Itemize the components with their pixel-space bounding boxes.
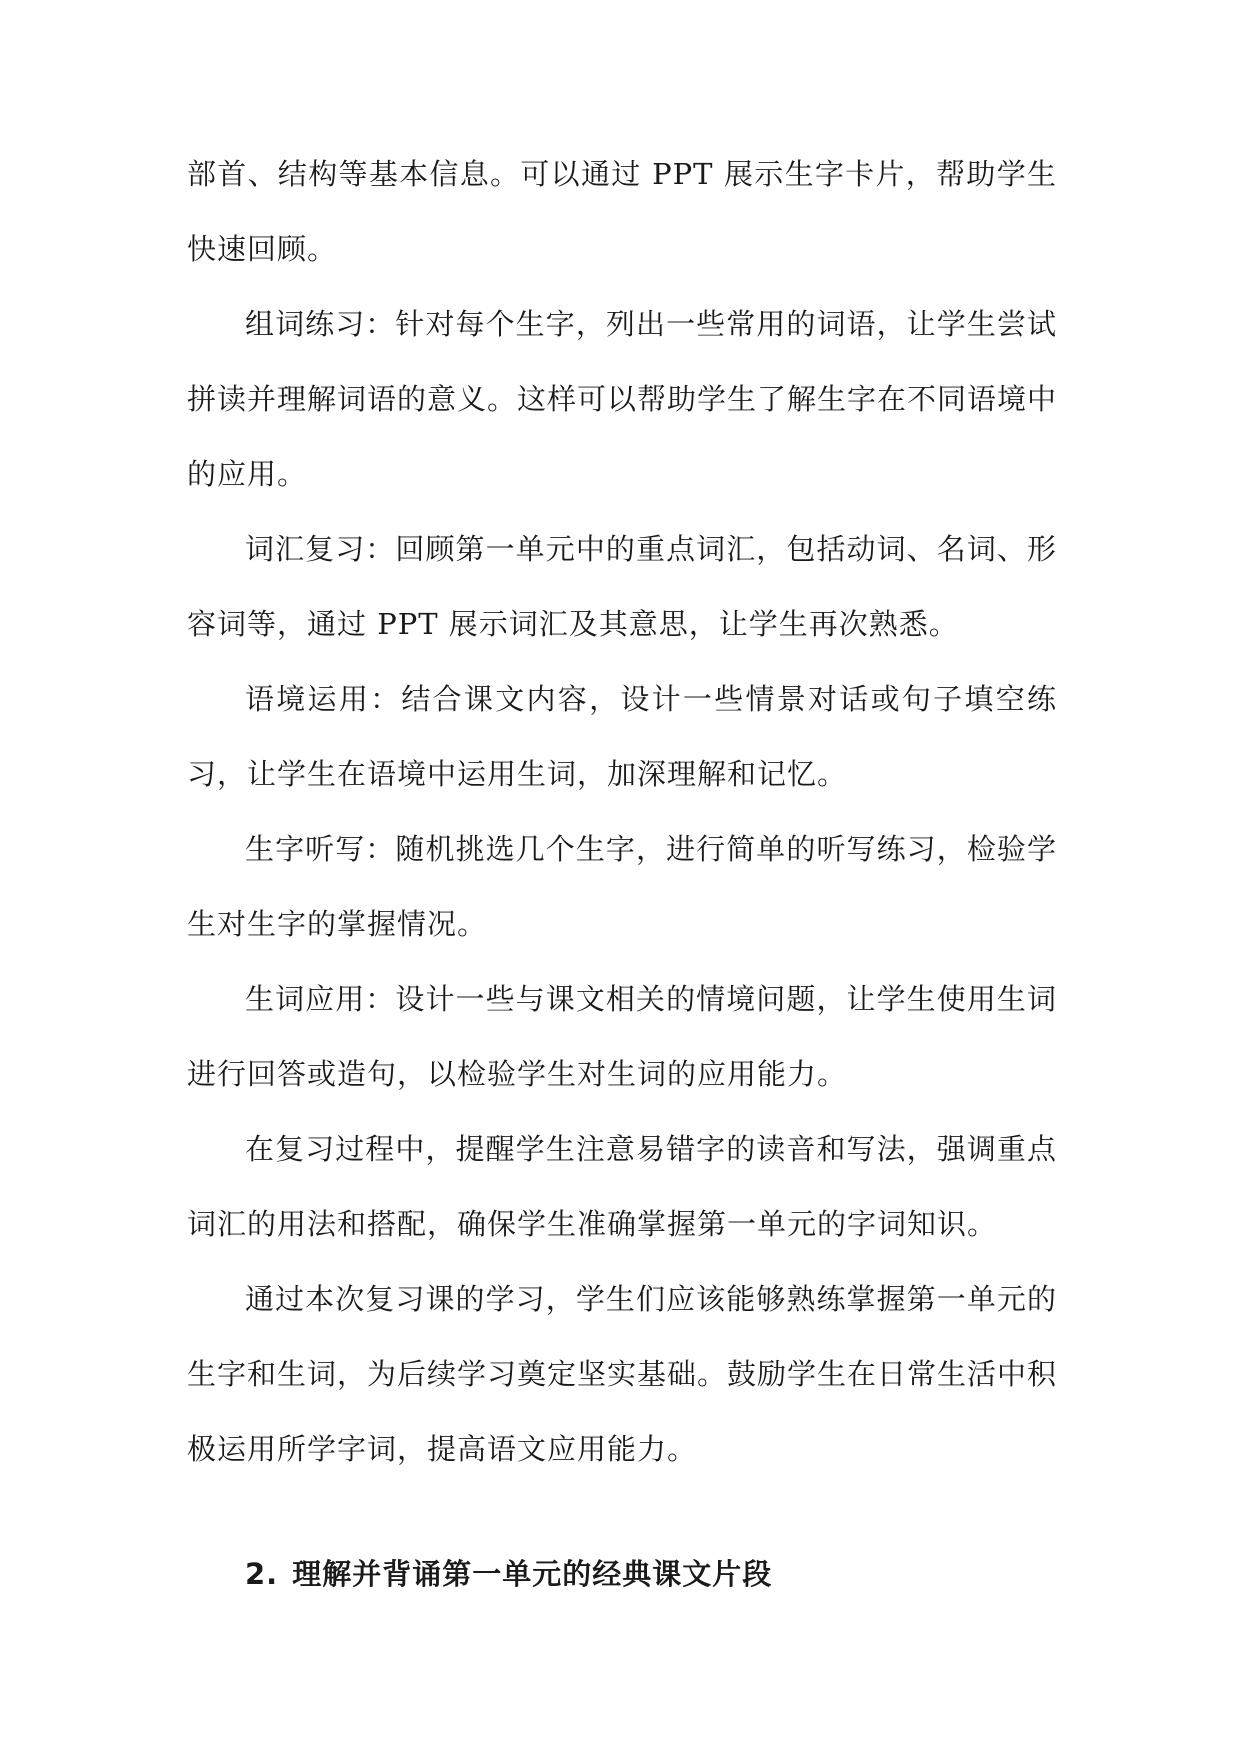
section-number: 2. — [245, 1557, 279, 1591]
document-body — [187, 137, 1057, 1612]
paragraph-vocab-review: 词汇复习：回顾第一单元中的重点词汇，包括动词、名词、形容词等，通过 PPT 展示词汇及其意思，让学生再次熟悉。 — [187, 532, 1057, 641]
paragraph-continuation: 部首、结构等基本信息。可以通过 PPT 展示生字卡片，帮助学生快速回顾。 — [187, 157, 1057, 266]
paragraph-word-practice: 组词练习：针对每个生字，列出一些常用的词语，让学生尝试拼读并理解词语的意义。这样可以帮助学生了解生字在不同语境中的应用。 — [187, 307, 1058, 491]
paragraph-word-application: 生词应用：设计一些与课文相关的情境问题，让学生使用生词进行回答或造句，以检验学生对生词的应用能力。 — [187, 982, 1057, 1091]
section-heading — [187, 1537, 1057, 1612]
paragraph-summary: 通过本次复习课的学习，学生们应该能够熟练掌握第一单元的生字和生词，为后续学习奠定坚实基础。鼓励学生在日常生活中积极运用所学字词，提高语文应用能力。 — [187, 1282, 1058, 1466]
paragraph-review-reminder: 在复习过程中，提醒学生注意易错字的读音和写法，强调重点词汇的用法和搭配，确保学生准确掌握第一单元的字词知识。 — [187, 1132, 1057, 1241]
paragraph-context-use: 语境运用：结合课文内容，设计一些情景对话或句子填空练习，让学生在语境中运用生词，加深理解和记忆。 — [187, 682, 1057, 791]
paragraph-dictation: 生字听写：随机挑选几个生字，进行简单的听写练习，检验学生对生字的掌握情况。 — [187, 832, 1057, 941]
section-title: 理解并背诵第一单元的经典课文片段 — [292, 1557, 773, 1591]
